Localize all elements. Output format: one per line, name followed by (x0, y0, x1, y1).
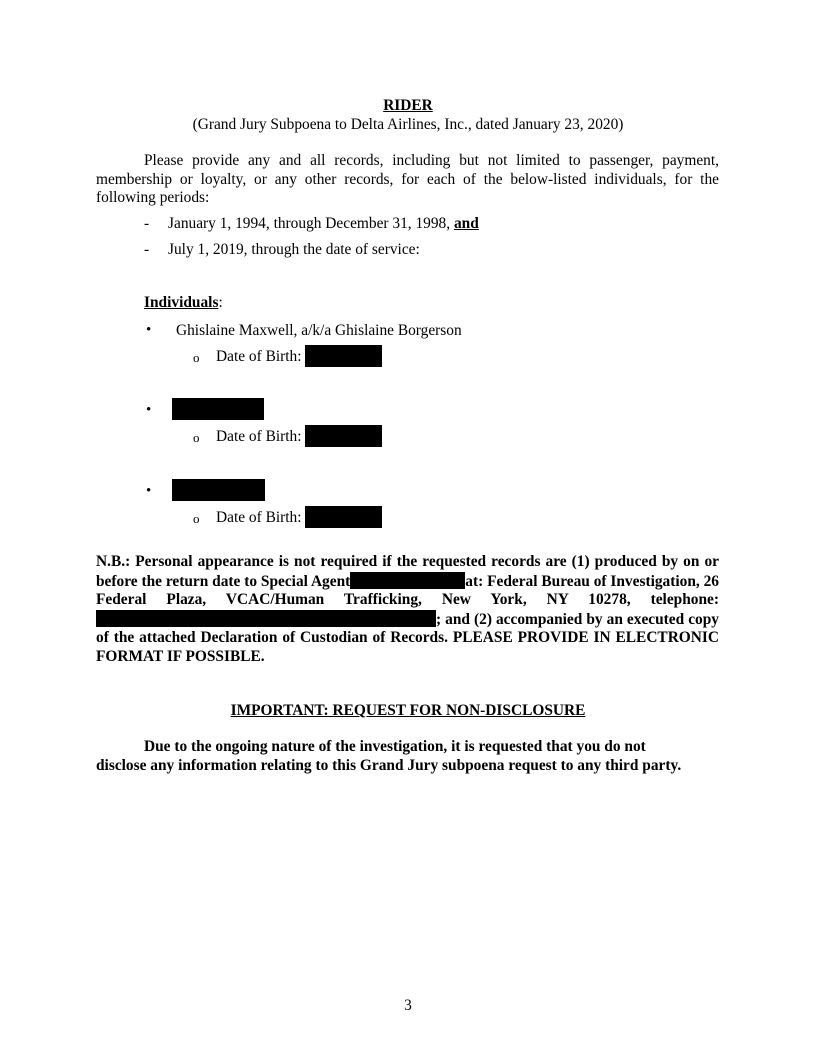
period-text: January 1, 1994, through December 31, 1998, (168, 215, 451, 232)
redaction-box (172, 479, 265, 501)
dob-label: Date of Birth: (216, 428, 302, 445)
bullet-icon: • (146, 322, 152, 338)
rider-title: RIDER (383, 97, 433, 114)
sub-bullet-icon: o (193, 511, 200, 526)
sub-bullet-icon: o (193, 350, 200, 365)
nb-paragraph (96, 553, 719, 667)
nb-text-3: ; and (2) accompanied by an executed copy of the attached Declaration of Custodian of Records. PLEASE PROVIDE IN ELECTRONIC FORMAT IF POSSIBLE. (96, 610, 719, 665)
redaction-box (305, 506, 382, 528)
period-and: and (453, 215, 479, 232)
redaction-box (96, 610, 436, 627)
dash-marker: - (144, 215, 150, 232)
redaction-box (305, 425, 382, 447)
individuals-heading (144, 294, 223, 312)
sub-bullet-icon: o (193, 430, 200, 445)
nondisclosure-line-1: Due to the ongoing nature of the investigation, it is requested that you do not (144, 738, 646, 755)
period-item-2 (144, 241, 420, 259)
nondisclosure-line-2: disclose any information relating to this Grand Jury subpoena request to any third party. (96, 756, 682, 774)
bullet-icon: • (146, 402, 152, 418)
individuals-heading-colon: : (218, 294, 223, 311)
dash-marker: - (144, 241, 150, 258)
redaction-box (305, 345, 382, 367)
redaction-box (172, 398, 264, 420)
individual-name: Ghislaine Maxwell, a/k/a Ghislaine Borgerson (176, 322, 462, 339)
period-text: July 1, 2019, through the date of service: (168, 241, 420, 258)
nondisclosure-paragraph (96, 738, 736, 775)
redaction-box (350, 572, 465, 589)
important-heading: IMPORTANT: REQUEST FOR NON-DISCLOSURE (230, 702, 586, 719)
individuals-heading-label: Individuals (144, 294, 219, 311)
dob-label: Date of Birth: (216, 509, 302, 526)
rider-subtitle: (Grand Jury Subpoena to Delta Airlines, Inc., dated January 23, 2020) (192, 116, 624, 133)
bullet-icon: • (146, 483, 152, 499)
nb-text-2: at: Federal Bureau of Investigation, 26 Federal Plaza, VCAC/Human Trafficking, New York, NY 10278, telephone: (96, 572, 719, 609)
intro-paragraph: Please provide any and all records, including but not limited to passenger, payment, membership or loyalty, or any other records, for each of the below-listed individuals, for the following periods: (96, 152, 719, 207)
page-number: 3 (404, 997, 412, 1014)
nb-text-1: N.B.: Personal appearance is not required if the requested records are (1) produced by on or before the return date to Special Agent (96, 553, 719, 590)
period-item-1 (144, 215, 479, 233)
dob-label: Date of Birth: (216, 348, 302, 365)
